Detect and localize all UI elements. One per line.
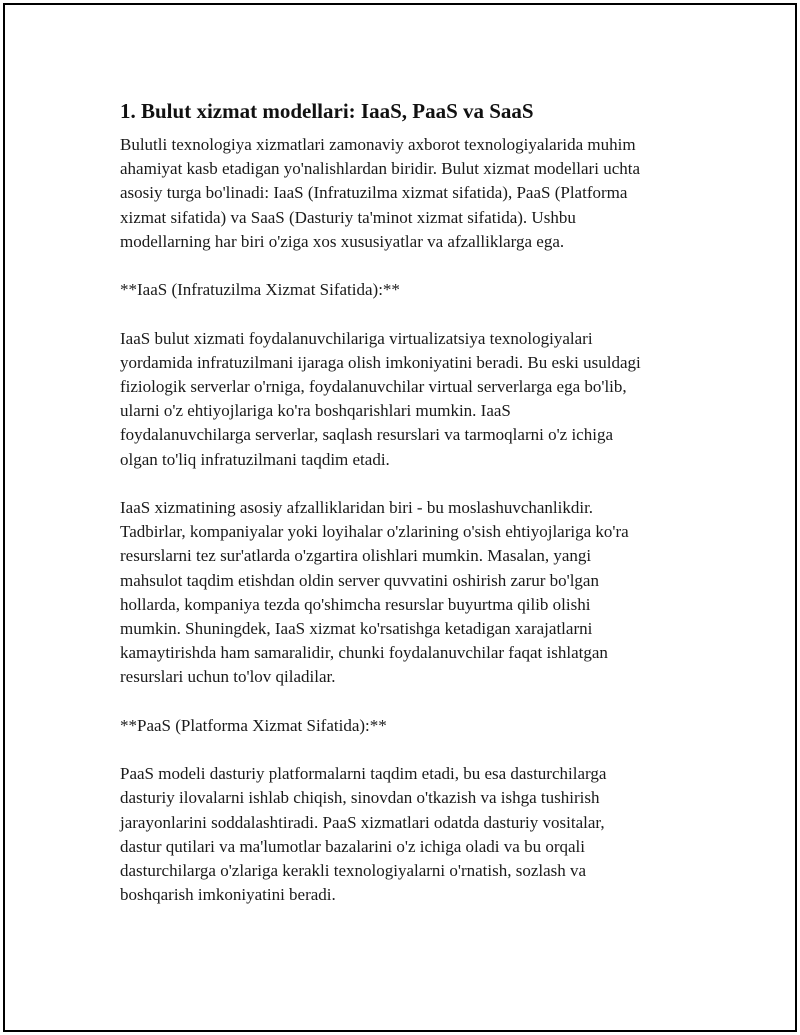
paragraph-iaas-description: IaaS bulut xizmati foydalanuvchilariga virtualizatsiya texnologiyalari yordamida infratuzilmani ijaraga olish imkoniyatini beradi. Bu eski usuldagi fiziologik serverlar o'rniga, foydalanuvchilar virtual serverlarga ega bo'lib, ularni o'z ehtiyojlariga ko'ra boshqarishlari mumkin. IaaS foydalanuvchilarga serverlar, saqlash resurslari va tarmoqlarni o'z ichiga olgan to'liq infratuzilmani taqdim etadi. (120, 328, 641, 469)
paragraph-iaas-advantages: IaaS xizmatining asosiy afzalliklaridan biri - bu moslashuvchanlikdir. Tadbirlar, kompaniyalar yoki loyihalar o'zlarining o'sish ehtiyojlariga ko'ra resurslarni tez sur'atlarda o'zgartira olishlari mumkin. Masalan, yangi mahsulot taqdim etishdan oldin server quvvatini oshirish zarur bo'lgan hollarda, kompaniya tezda qo'shimcha resurslar buyurtma qilib olishi mumkin. Shuningdek, IaaS xizmat ko'rsatishga ketadigan xarajatlarni kamaytirishda ham samaralidir, chunki foydalanuvchilar faqat ishlatgan resurslari uchun to'lov qiladilar. (120, 498, 629, 687)
document-title: 1. Bulut xizmat modellari: IaaS, PaaS va SaaS (120, 99, 534, 123)
heading-paas: **PaaS (Platforma Xizmat Sifatida):** (120, 715, 387, 735)
heading-iaas: **IaaS (Infratuzilma Xizmat Sifatida):** (120, 280, 400, 300)
document-body (120, 97, 710, 932)
paragraph-paas-description: PaaS modeli dasturiy platformalarni taqdim etadi, bu esa dasturchilarga dasturiy ilovalarni ishlab chiqish, sinovdan o'tkazish va ishga tushirish jarayonlarini soddalashtiradi. PaaS xizmatlari odatda dasturiy vositalar, dastur qutilari va ma'lumotlar bazalarini o'z ichiga oladi va bu orqali dasturchilarga o'zlariga kerakli texnologiyalarni o'rnatish, sozlash va boshqarish imkoniyatini beradi. (120, 764, 607, 905)
page-frame (3, 3, 797, 1032)
paragraph-intro: Bulutli texnologiya xizmatlari zamonaviy axborot texnologiyalarida muhim ahamiyat kasb etadigan yo'nalishlardan biridir. Bulut xizmat modellari uchta asosiy turga bo'linadi: IaaS (Infratuzilma xizmat sifatida), PaaS (Platforma xizmat sifatida) va SaaS (Dasturiy ta'minot xizmat sifatida). Ushbu modellarning har biri o'ziga xos xususiyatlar va afzalliklarga ega. (120, 135, 641, 251)
